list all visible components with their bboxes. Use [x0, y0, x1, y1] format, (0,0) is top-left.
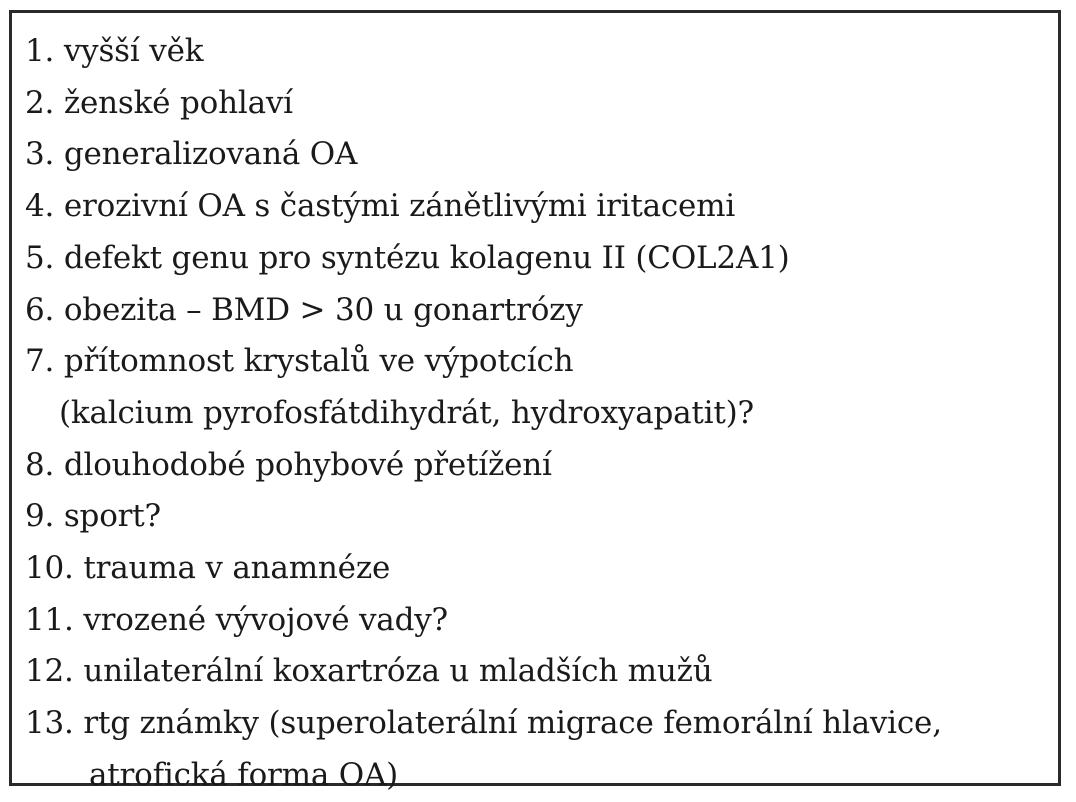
item-number: 9.: [25, 498, 55, 535]
item-text: rtg známky (superolaterální migrace femorální hlavice,: [83, 705, 942, 742]
item-text: generalizovaná OA: [63, 136, 358, 173]
risk-factors-list: [25, 26, 942, 802]
item-text: defekt genu pro syntézu kolagenu II (COL2A1): [63, 239, 790, 276]
item-number: 6.: [25, 291, 55, 328]
list-item: [25, 26, 942, 78]
list-item: [25, 233, 942, 285]
item-number: 10.: [25, 550, 74, 587]
item-number: 7.: [25, 343, 55, 380]
item-number: 11.: [25, 601, 74, 638]
item-text: obezita – BMD > 30 u gonartrózy: [63, 291, 583, 328]
item-number: 5.: [25, 239, 55, 276]
item-text: erozivní OA s častými zánětlivými iritacemi: [63, 188, 736, 225]
item-number: 3.: [25, 136, 55, 173]
list-item: [25, 646, 942, 698]
list-item: [25, 595, 942, 647]
item-text: trauma v anamnéze: [83, 550, 391, 587]
item-number: 12.: [25, 653, 74, 690]
list-item: [25, 181, 942, 233]
list-item: [25, 285, 942, 337]
list-item: [25, 698, 942, 801]
risk-factors-box: [9, 10, 1061, 793]
item-number: 13.: [25, 705, 74, 742]
item-number: 8.: [25, 446, 55, 483]
item-text: unilaterální koxartróza u mladších mužů: [83, 653, 713, 690]
item-text: sport?: [63, 498, 161, 535]
item-number: 4.: [25, 188, 55, 225]
item-text: dlouhodobé pohybové přetížení: [63, 446, 552, 483]
item-continuation: (kalcium pyrofosfátdihydrát, hydroxyapatit)?: [59, 394, 754, 431]
list-item: [25, 129, 942, 181]
item-continuation: atrofická forma OA): [89, 756, 399, 793]
list-item: [25, 440, 942, 492]
item-text: vrozené vývojové vady?: [83, 601, 448, 638]
item-text: ženské pohlaví: [63, 84, 293, 121]
item-text: vyšší věk: [63, 33, 204, 69]
list-item: [25, 336, 942, 439]
list-item: [25, 78, 942, 130]
list-item: [25, 491, 942, 543]
list-item: [25, 543, 942, 595]
item-text: přítomnost krystalů ve výpotcích: [63, 343, 574, 380]
item-number: 1.: [25, 33, 55, 69]
item-number: 2.: [25, 84, 55, 121]
